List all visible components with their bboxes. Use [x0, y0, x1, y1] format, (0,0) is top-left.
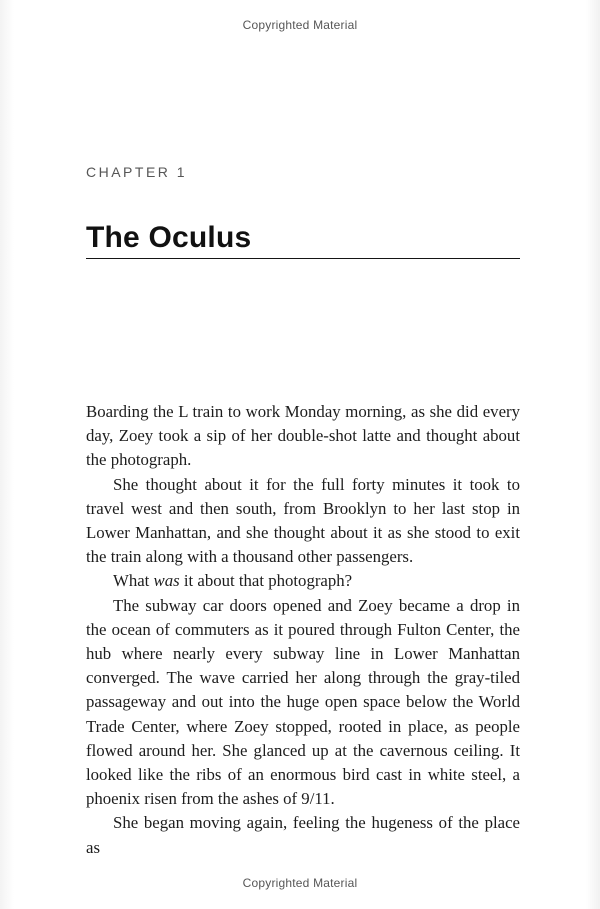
paragraph	[86, 811, 520, 859]
paragraph	[86, 473, 520, 570]
text-segment: She thought about it for the full forty minutes it took to travel west and then south, from Brooklyn to her last stop in Lower Manhattan, and she thought about it as she stood to exit the train along with a thousand other passengers.	[86, 474, 520, 567]
body-text	[86, 400, 520, 860]
paragraph	[86, 400, 520, 473]
text-segment: Boarding the L train to work Monday morning, as she did every day, Zoey took a sip of her double-shot latte and thought about the photograph.	[86, 402, 520, 470]
text-segment: The subway car doors opened and Zoey became a drop in the ocean of commuters as it poured through Fulton Center, the hub where nearly every subway line in Lower Manhattan converged. The wave carried her along through the gray-tiled passageway and out into the huge open space below the World Trade Center, where Zoey stopped, rooted in place, as people flowed around her. She glanced up at the cavernous ceiling. It looked like the ribs of an enormous bird cast in white steel, a phoenix risen from the ashes of 9/11.	[86, 595, 520, 809]
text-segment: She began moving again, feeling the hugeness of the place as	[86, 813, 520, 857]
text-segment: What	[113, 571, 154, 591]
paragraph	[86, 594, 520, 812]
paragraph	[86, 569, 520, 593]
italic-text: was	[153, 571, 180, 591]
text-segment: it about that photograph?	[179, 571, 353, 591]
chapter-label: CHAPTER 1	[86, 164, 188, 180]
copyright-notice-bottom: Copyrighted Material	[242, 876, 358, 890]
copyright-notice-top: Copyrighted Material	[242, 18, 358, 32]
page-title: The Oculus	[86, 221, 252, 254]
title-rule	[86, 258, 520, 259]
